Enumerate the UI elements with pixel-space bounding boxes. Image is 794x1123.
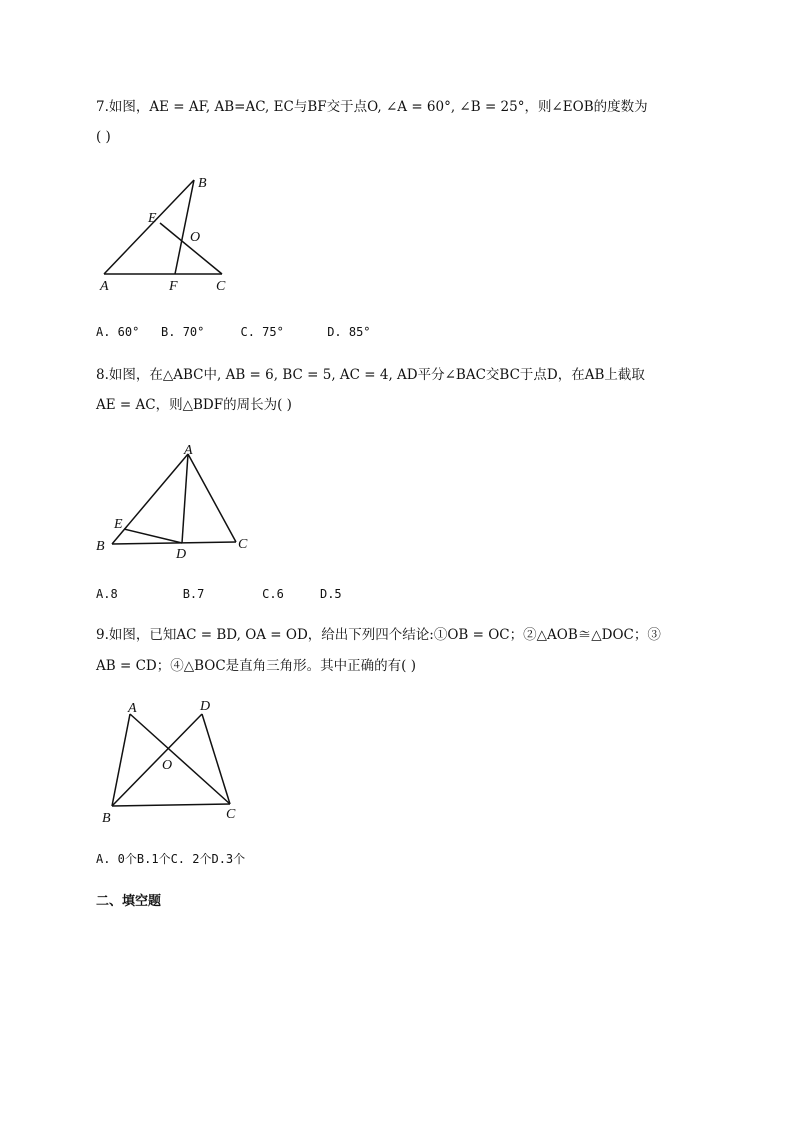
section-title: 二、填空题 xyxy=(96,894,162,909)
q9-segment-BD xyxy=(112,714,202,806)
q8-label-C: C xyxy=(238,537,248,552)
q7-segment-BF xyxy=(175,180,194,274)
q8-segment-BC xyxy=(112,542,236,544)
q8-label-B: B xyxy=(96,539,105,554)
q9-segment-BC xyxy=(112,804,230,806)
q9-label-A: A xyxy=(128,701,137,716)
q7-answer-bracket: ( ) xyxy=(96,129,111,145)
q9-label-B: B xyxy=(102,811,111,826)
q9-stem: 9.如图，已知AC = BD, OA = OD，给出下列四个结论:①OB = OC；②△AOB≅△DOC；③ xyxy=(96,627,661,643)
q9-label-O: O xyxy=(162,758,173,773)
q8-segment-ED xyxy=(124,529,182,543)
q9-segment-AB xyxy=(112,714,130,806)
q8-stem: 8.如图，在△ABC中, AB = 6, BC = 5, AC = 4, AD平分∠BAC交BC于点D，在AB上截取 xyxy=(96,367,645,383)
q9-segment-AC xyxy=(130,714,230,804)
q8-segment-AD xyxy=(182,454,188,543)
q7-label-B: B xyxy=(198,176,207,191)
q9-label-C: C xyxy=(226,807,236,822)
q8-stem-line2: AE = AC，则△BDF的周长为( ) xyxy=(96,397,292,413)
q7-label-F: F xyxy=(169,279,178,294)
q7-label-C: C xyxy=(216,279,226,294)
q7-figure xyxy=(90,168,250,298)
q9-label-D: D xyxy=(200,699,211,714)
q9-options: A. 0个B.1个C. 2个D.3个 xyxy=(96,852,246,866)
q8-label-D: D xyxy=(176,547,187,562)
q7-segment-AB xyxy=(104,180,194,274)
q8-label-E: E xyxy=(114,517,123,532)
q8-segment-AB xyxy=(112,454,188,544)
q7-options: A. 60° B. 70° C. 75° D. 85° xyxy=(96,325,371,339)
q7-label-A: A xyxy=(100,279,109,294)
q8-figure xyxy=(90,438,260,568)
q9-stem-line2: AB = CD；④△BOC是直角三角形。其中正确的有( ) xyxy=(96,658,416,674)
q8-segment-AC xyxy=(188,454,236,542)
q8-options: A.8 B.7 C.6 D.5 xyxy=(96,587,342,601)
q7-label-E: E xyxy=(148,211,157,226)
q9-figure xyxy=(90,694,260,834)
q8-label-A: A xyxy=(184,443,193,458)
q7-stem: 7.如图，AE = AF, AB=AC, EC与BF交于点O, ∠A = 60°, ∠B = 25°，则∠EOB的度数为 xyxy=(96,99,648,115)
q7-label-O: O xyxy=(190,230,201,245)
